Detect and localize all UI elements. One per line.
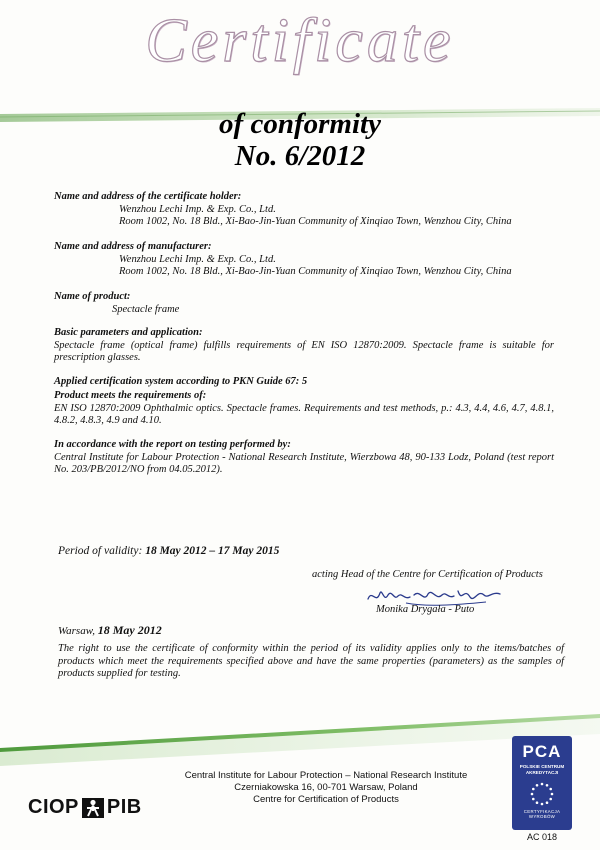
holder-address: Room 1002, No. 18 Bld., Xi-Bao-Jin-Yuan Community of Xinqiao Town, Wenzhou City, China — [119, 216, 512, 227]
holder-section — [54, 191, 554, 229]
certificate-subtitle: of conformity — [219, 108, 381, 140]
product-value: Spectacle frame — [112, 303, 180, 315]
issue-line — [58, 623, 162, 638]
pib-logo-text: PIB — [106, 796, 142, 818]
ciop-pib-logo — [28, 796, 142, 819]
certificate-title: Certificate — [145, 7, 455, 75]
validity-label: Period of validity: — [58, 545, 143, 557]
accreditation-code: AC 018 — [526, 832, 558, 842]
pca-subtitle-1: POLSKIE CENTRUM — [519, 764, 565, 769]
issue-date: 18 May 2012 — [97, 623, 162, 637]
footer-line-2: Czerniakowska 16, 00-701 Warsaw, Poland — [234, 782, 418, 793]
pca-cert-2: WYROBÓW — [528, 814, 556, 820]
manufacturer-section — [54, 241, 554, 279]
requirements-value: EN ISO 12870:2009 Ophthalmic optics. Spectacle frames. Requirements and test methods, p.: 4.3, 4.4, 4.6, 4.7, 4.8.1, 4.8.2, 4.8.3, 4.9 and 4.10. — [54, 402, 554, 426]
issue-place: Warsaw, — [58, 625, 95, 637]
stars-circle-icon — [529, 781, 555, 807]
holder-name: Wenzhou Lechi Imp. & Exp. Co., Ltd. — [119, 203, 276, 215]
manufacturer-name: Wenzhou Lechi Imp. & Exp. Co., Ltd. — [119, 253, 276, 265]
parameters-section — [54, 327, 554, 365]
usage-notice: The right to use the certificate of conformity within the period of its validity applies only to the items/batches of products which meet the requirements specified above and have the same properties (parameters) as the samples of products supplied for testing. — [58, 643, 564, 680]
pca-cert-1: CERTYFIKACJA — [523, 809, 561, 814]
pca-accreditation-badge — [512, 736, 572, 830]
validity-line — [58, 545, 279, 557]
footer-line-1: Central Institute for Labour Protection – National Research Institute — [184, 770, 468, 781]
report-section — [54, 439, 554, 477]
manufacturer-label: Name and address of manufacturer: — [54, 241, 212, 252]
parameters-label: Basic parameters and application: — [54, 327, 203, 338]
ciop-logo-text: CIOP — [28, 796, 79, 818]
requirements-label: Product meets the requirements of: — [54, 390, 207, 401]
manufacturer-address: Room 1002, No. 18 Bld., Xi-Bao-Jin-Yuan Community of Xinqiao Town, Wenzhou City, China — [119, 266, 512, 277]
ciop-figure-icon — [82, 798, 104, 818]
product-section — [54, 291, 554, 316]
holder-label: Name and address of the certificate holder: — [54, 191, 242, 202]
footer-address — [176, 770, 476, 806]
footer-line-3: Centre for Certification of Products — [253, 794, 399, 805]
system-section — [54, 376, 554, 389]
certificate-number: No. 6/2012 — [234, 140, 366, 172]
pca-subtitle-2: AKREDYTACJI — [525, 769, 559, 775]
system-label: Applied certification system according to PKN Guide 67: 5 — [54, 376, 308, 387]
pca-logo: PCA — [522, 742, 562, 761]
validity-value: 18 May 2012 – 17 May 2015 — [145, 545, 280, 557]
signatory-role: acting Head of the Centre for Certification of Products — [312, 569, 543, 580]
product-label: Name of product: — [54, 291, 131, 302]
requirements-section — [54, 390, 554, 428]
report-label: In accordance with the report on testing performed by: — [54, 439, 291, 450]
report-value: Central Institute for Labour Protection - National Research Institute, Wierzbowa 48, 90-133 Lodz, Poland (test report No. 203/PB/2012/NO from 04.05.2012). — [54, 451, 554, 475]
parameters-value: Spectacle frame (optical frame) fulfills requirements of EN ISO 12870:2009. Spectacle frame is suitable for prescription glasses. — [54, 339, 554, 363]
signatory-name: Monika Drygała - Puto — [376, 604, 475, 615]
